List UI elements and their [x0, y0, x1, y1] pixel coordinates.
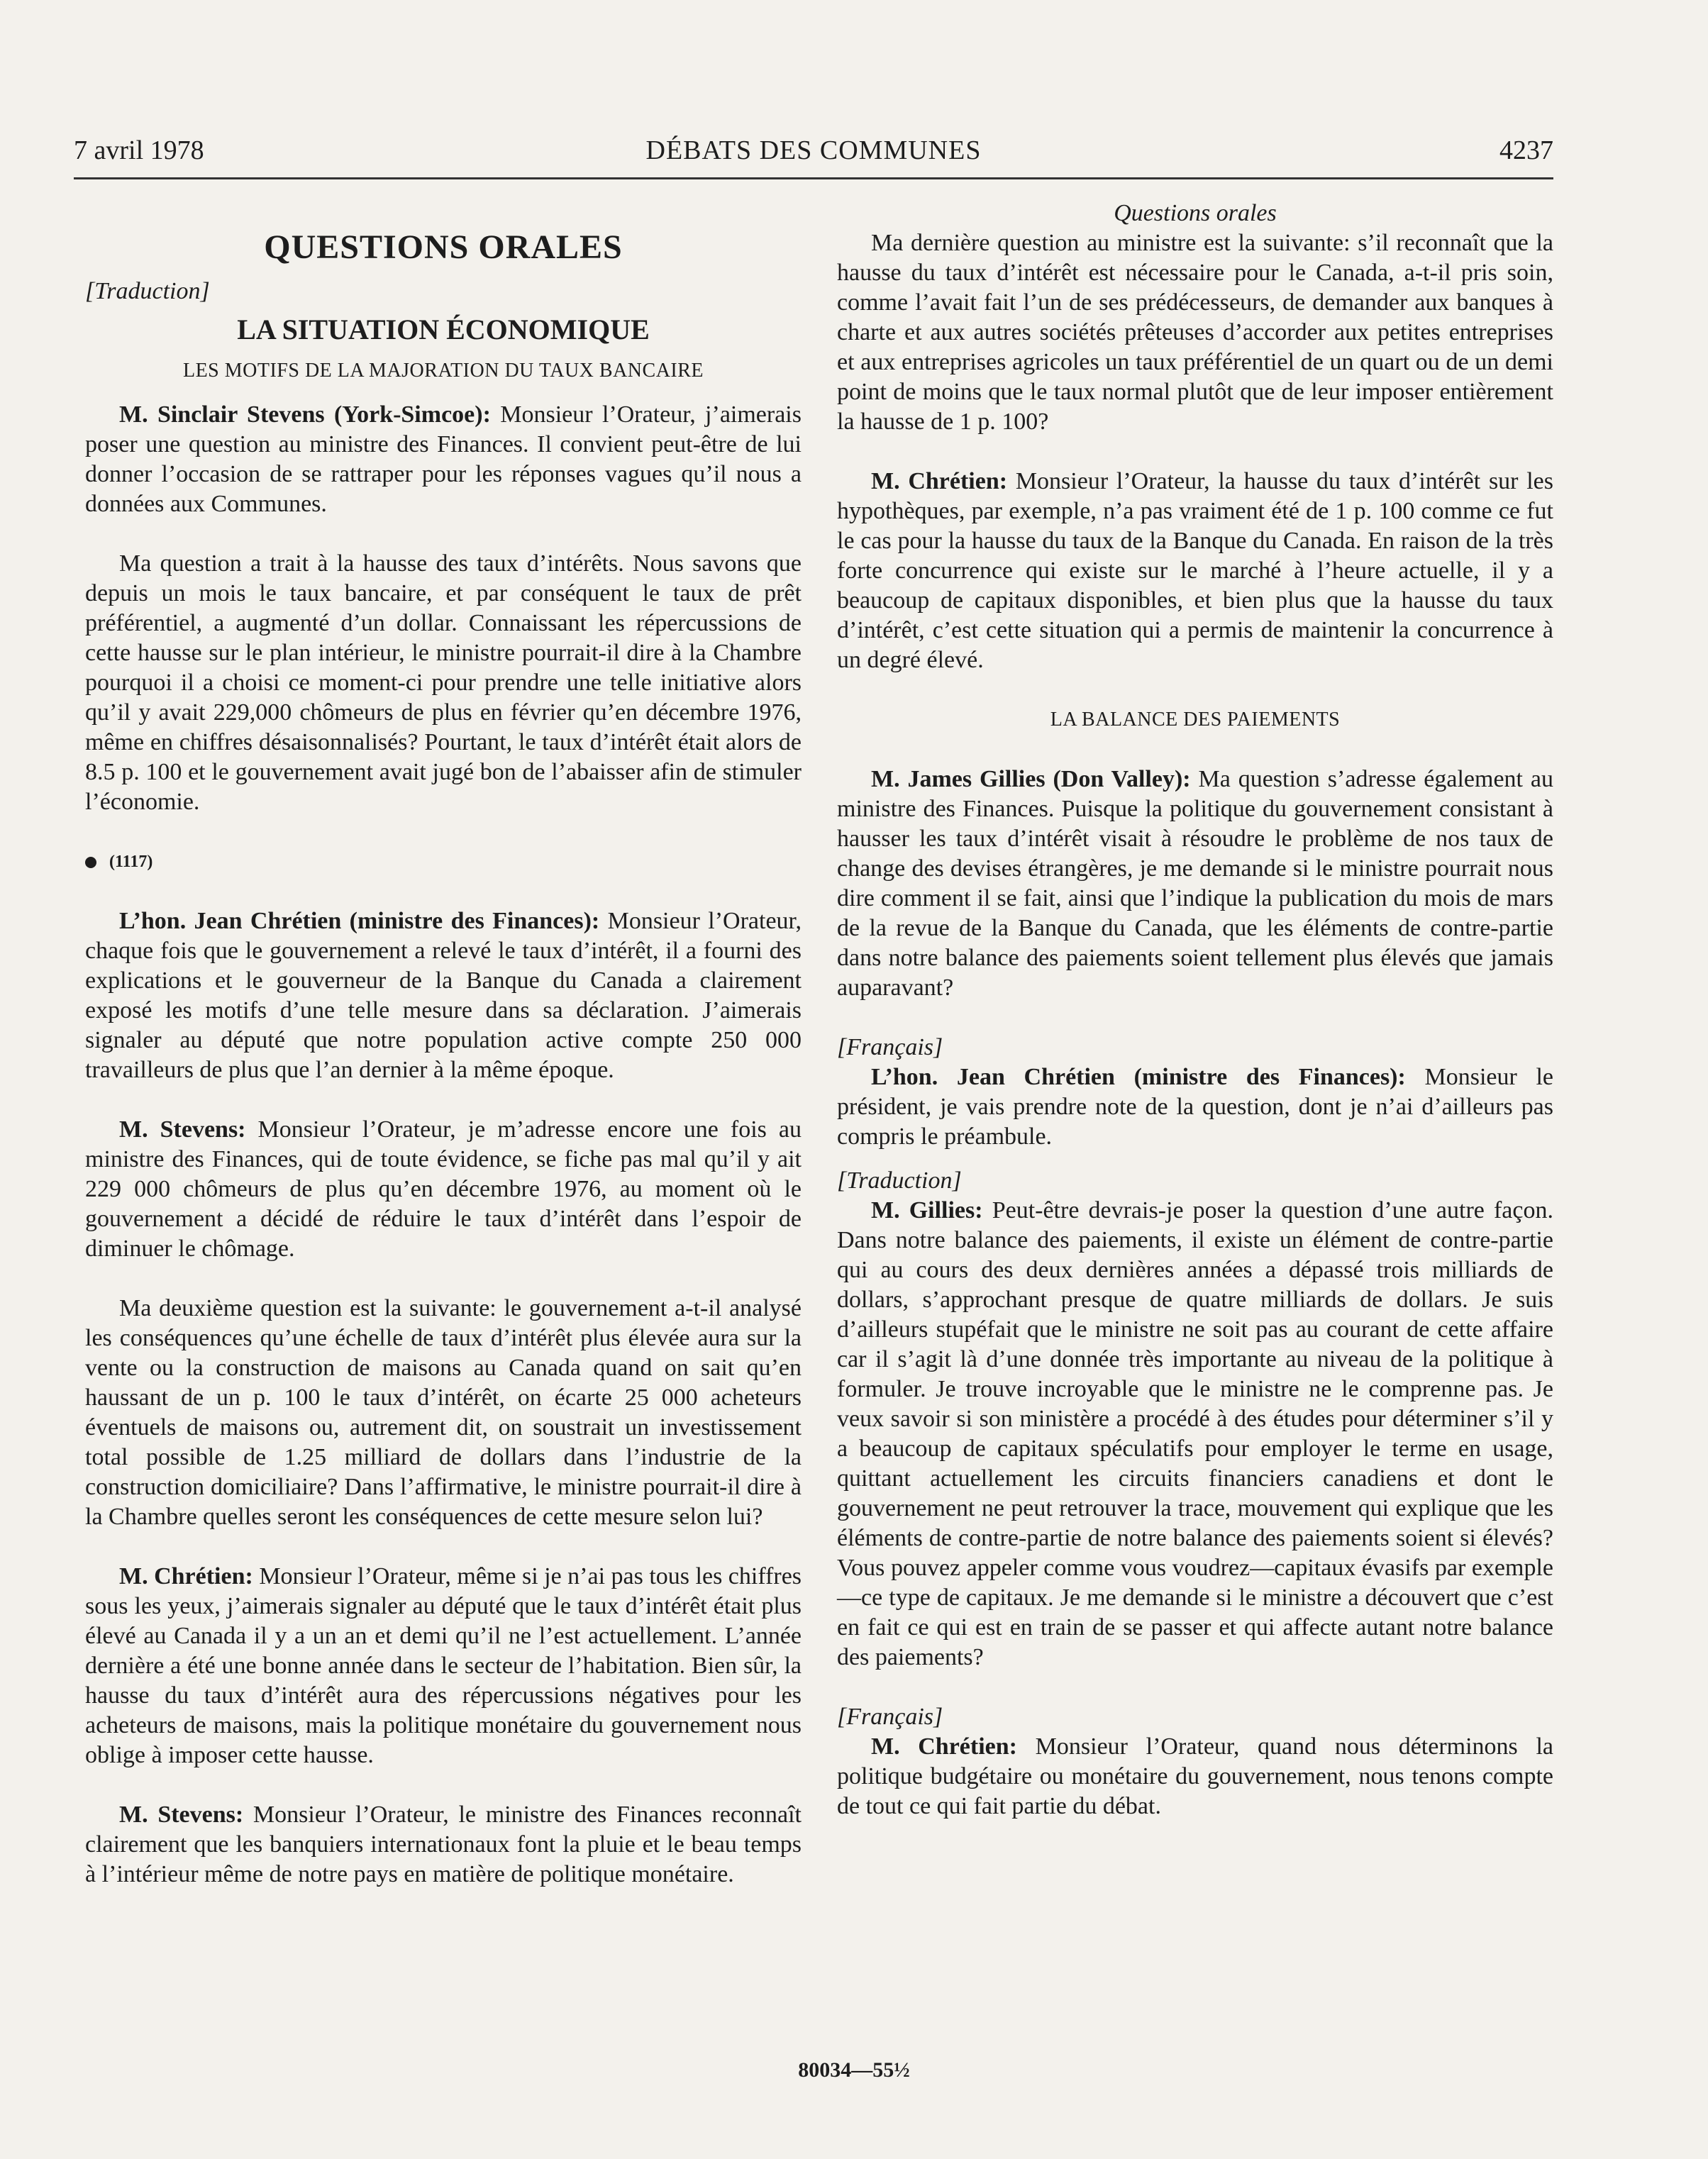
- speaker: L’hon. Jean Chrétien (ministre des Finances):: [871, 1064, 1406, 1090]
- bullet-icon: [85, 857, 96, 868]
- paragraph: [837, 765, 1553, 1003]
- paragraph: [85, 906, 802, 1085]
- speaker: M. Chrétien:: [119, 1563, 253, 1589]
- paragraph: [837, 1062, 1553, 1152]
- speech-text: Monsieur l’Orateur, j’aimerais poser une question au ministre des Finances. Il convient peut-être de lui donner l’occasion de se rattraper pour les réponses vagues qu’il nous a données aux Communes.: [85, 401, 802, 517]
- paragraph: [837, 1196, 1553, 1672]
- paragraph: [837, 467, 1553, 675]
- language-note: [Français]: [837, 1704, 943, 1730]
- time-marker-label: (1117): [109, 853, 153, 871]
- speaker: M. Stevens:: [119, 1116, 246, 1143]
- speaker: M. Stevens:: [119, 1802, 244, 1828]
- speech-text: Monsieur l’Orateur, quand nous déterminons la politique budgétaire ou monétaire du gouvernement, nous tenons compte de tout ce qui fait partie du débat.: [837, 1733, 1553, 1819]
- paragraph: [85, 1800, 802, 1889]
- section-subhead: LES MOTIFS DE LA MAJORATION DU TAUX BANCAIRE: [182, 360, 704, 382]
- paragraph: [85, 1115, 802, 1264]
- paragraph: [837, 1732, 1553, 1821]
- left-column: [85, 226, 802, 1889]
- speech-text: Monsieur l’Orateur, je m’adresse encore une fois au ministre des Finances, qui de toute évidence, se fiche pas mal qu’il y ait 229 000 chômeurs de plus qu’en décembre 1976, au moment où le gouvernement a décidé de réduire le taux d’intérêt dans l’espoir de diminuer le chômage.: [85, 1116, 802, 1262]
- page-header: [74, 135, 1553, 179]
- header-page-number: 4237: [1499, 135, 1553, 165]
- speech-text: Monsieur l’Orateur, le ministre des Finances reconnaît clairement que les banquiers internationaux font la pluie et le beau temps à l’intérieur même de notre pays en matière de politique monétaire.: [85, 1802, 802, 1887]
- speech-text: Ma question s’adresse également au ministre des Finances. Puisque la politique du gouvernement consistant à hausser les taux d’intérêt visait à résoudre le problème de nos taux de change des devises étrangères, je me demande si le ministre pourrait nous dire comment il se fait, ainsi que l’indique la publication du mois de mars de la revue de la Banque du Canada, que les éléments de contre-partie dans notre balance des paiements soient tellement plus élevés que jamais auparavant?: [837, 766, 1553, 1001]
- main-title: QUESTIONS ORALES: [264, 228, 623, 266]
- paragraph: [85, 1562, 802, 1770]
- paragraph: Ma dernière question au ministre est la suivante: s’il reconnaît que la hausse du taux d’intérêt est nécessaire pour le Canada, a-t-il pris soin, comme l’avait fait l’un de ses prédécesseurs, de demander aux banques à charte et aux autres sociétés prêteuses d’accorder aux petites entreprises et aux entreprises agricoles un taux préférentiel de un quart ou de un demi point de moins que le taux normal plutôt que de leur imposer entièrement la hausse de 1 p. 100?: [837, 230, 1553, 435]
- speech-text: Peut-être devrais-je poser la question d’une autre façon. Dans notre balance des paiements, il existe un élément de contre-partie qui au cours des deux dernières années a dépassé trois milliards de dollars, s’approchant presque de quatre milliards de dollars. Je suis d’ailleurs stupéfait que le ministre ne soit pas au courant de cette affaire car il s’agit là d’une donnée très importante au niveau de la politique à formuler. Je trouve incroyable que le ministre ne le comprenne pas. Je veux savoir si son ministère a procédé à des études pour déterminer s’il y a beaucoup de capitaux spéculatifs pour employer le terme en usage, quittant actuellement les circuits financiers canadiens et dont le gouvernement ne peut retrouver la trace, mouvement qui explique que les éléments de contre-partie de notre balance des paiements soient si élevés? Vous pouvez appeler comme vous voudrez—capitaux évasifs par exemple—ce type de capitaux. Je me demande si le ministre a découvert que c’est en fait ce qui est en train de se passer et qui affecte autant notre balance des paiements?: [837, 1197, 1553, 1670]
- speaker: M. Chrétien:: [871, 468, 1008, 494]
- paragraph: [85, 400, 802, 519]
- speech-text: Monsieur l’Orateur, la hausse du taux d’intérêt sur les hypothèques, par exemple, n’a pas vraiment été de 1 p. 100 comme ce fut le cas pour la hausse du taux de la Banque du Canada. En raison de la très forte concurrence qui existe sur le marché à l’heure actuelle, il y a beaucoup de capitaux disponibles, et bien plus que la hausse du taux d’intérêt, c’est cette situation qui a permis de maintenir la concurrence à un degré élevé.: [837, 468, 1554, 673]
- paragraph: Ma deuxième question est la suivante: le gouvernement a-t-il analysé les conséquences qu’une échelle de taux d’intérêt plus élevée aura sur la vente ou la construction de maisons au Canada quand on sait qu’en haussant de un p. 100 le taux d’intérêt, on écarte 25 000 acheteurs éventuels de maisons ou, autrement dit, on soustrait un investissement total possible de 1.25 milliard de dollars dans l’industrie de la construction domiciliaire? Dans l’affirmative, le ministre pourrait-il dire à la Chambre quelles seront les conséquences de cette mesure selon lui?: [85, 1295, 802, 1530]
- time-marker: [85, 847, 802, 877]
- header-date: 7 avril 1978: [74, 135, 204, 165]
- translation-note: [Traduction]: [837, 1167, 962, 1194]
- speaker: M. Chrétien:: [871, 1733, 1017, 1760]
- translation-note: [Traduction]: [85, 278, 210, 304]
- speech-text: Monsieur le président, je vais prendre note de la question, dont je n’ai d’ailleurs pas compris le préambule.: [837, 1064, 1554, 1150]
- running-head: Questions orales: [1114, 200, 1277, 226]
- header-title: DÉBATS DES COMMUNES: [645, 135, 982, 165]
- right-column: [837, 199, 1553, 1821]
- speaker: M. Gillies:: [871, 1197, 983, 1223]
- section-subhead: LA BALANCE DES PAIEMENTS: [1050, 709, 1341, 731]
- paragraph: Ma question a trait à la hausse des taux d’intérêts. Nous savons que depuis un mois le taux bancaire, et par conséquent le taux de prêt préférentiel, a augmenté d’un dollar. Connaissant les répercussions de cette hausse sur le plan intérieur, le ministre pourrait-il dire à la Chambre pourquoi il a choisi ce moment-ci pour prendre une telle initiative alors qu’il y avait 229,000 chômeurs de plus en février qu’en décembre 1976, même en chiffres désaisonnalisés? Pourtant, le taux d’intérêt était alors de 8.5 p. 100 et le gouvernement avait jugé bon de l’abaisser afin de stimuler l’économie.: [85, 550, 802, 815]
- section-title: LA SITUATION ÉCONOMIQUE: [237, 313, 650, 345]
- speaker: M. Sinclair Stevens (York-Simcoe):: [119, 401, 491, 428]
- speech-text: Monsieur l’Orateur, même si je n’ai pas tous les chiffres sous les yeux, j’aimerais signaler au député que le taux d’intérêt était plus élevé au Canada il y a un an et demi qu’il ne l’est actuellement. L’année dernière a été une bonne année dans le secteur de l’habitation. Bien sûr, la hausse du taux d’intérêt aura des répercussions négatives pour les acheteurs de maisons, mais la politique monétaire du gouvernement nous oblige à imposer cette hausse.: [85, 1563, 802, 1768]
- speaker: M. James Gillies (Don Valley):: [871, 766, 1191, 792]
- footer-code: 80034—55½: [798, 2058, 910, 2082]
- language-note: [Français]: [837, 1034, 943, 1060]
- speaker: L’hon. Jean Chrétien (ministre des Finances):: [119, 908, 600, 934]
- speech-text: Monsieur l’Orateur, chaque fois que le gouvernement a relevé le taux d’intérêt, il a fourni des explications et le gouverneur de la Banque du Canada a clairement exposé les motifs d’une telle mesure dans sa déclaration. J’aimerais signaler au député que notre population active compte 250 000 travailleurs de plus que l’an dernier à la même époque.: [85, 908, 802, 1083]
